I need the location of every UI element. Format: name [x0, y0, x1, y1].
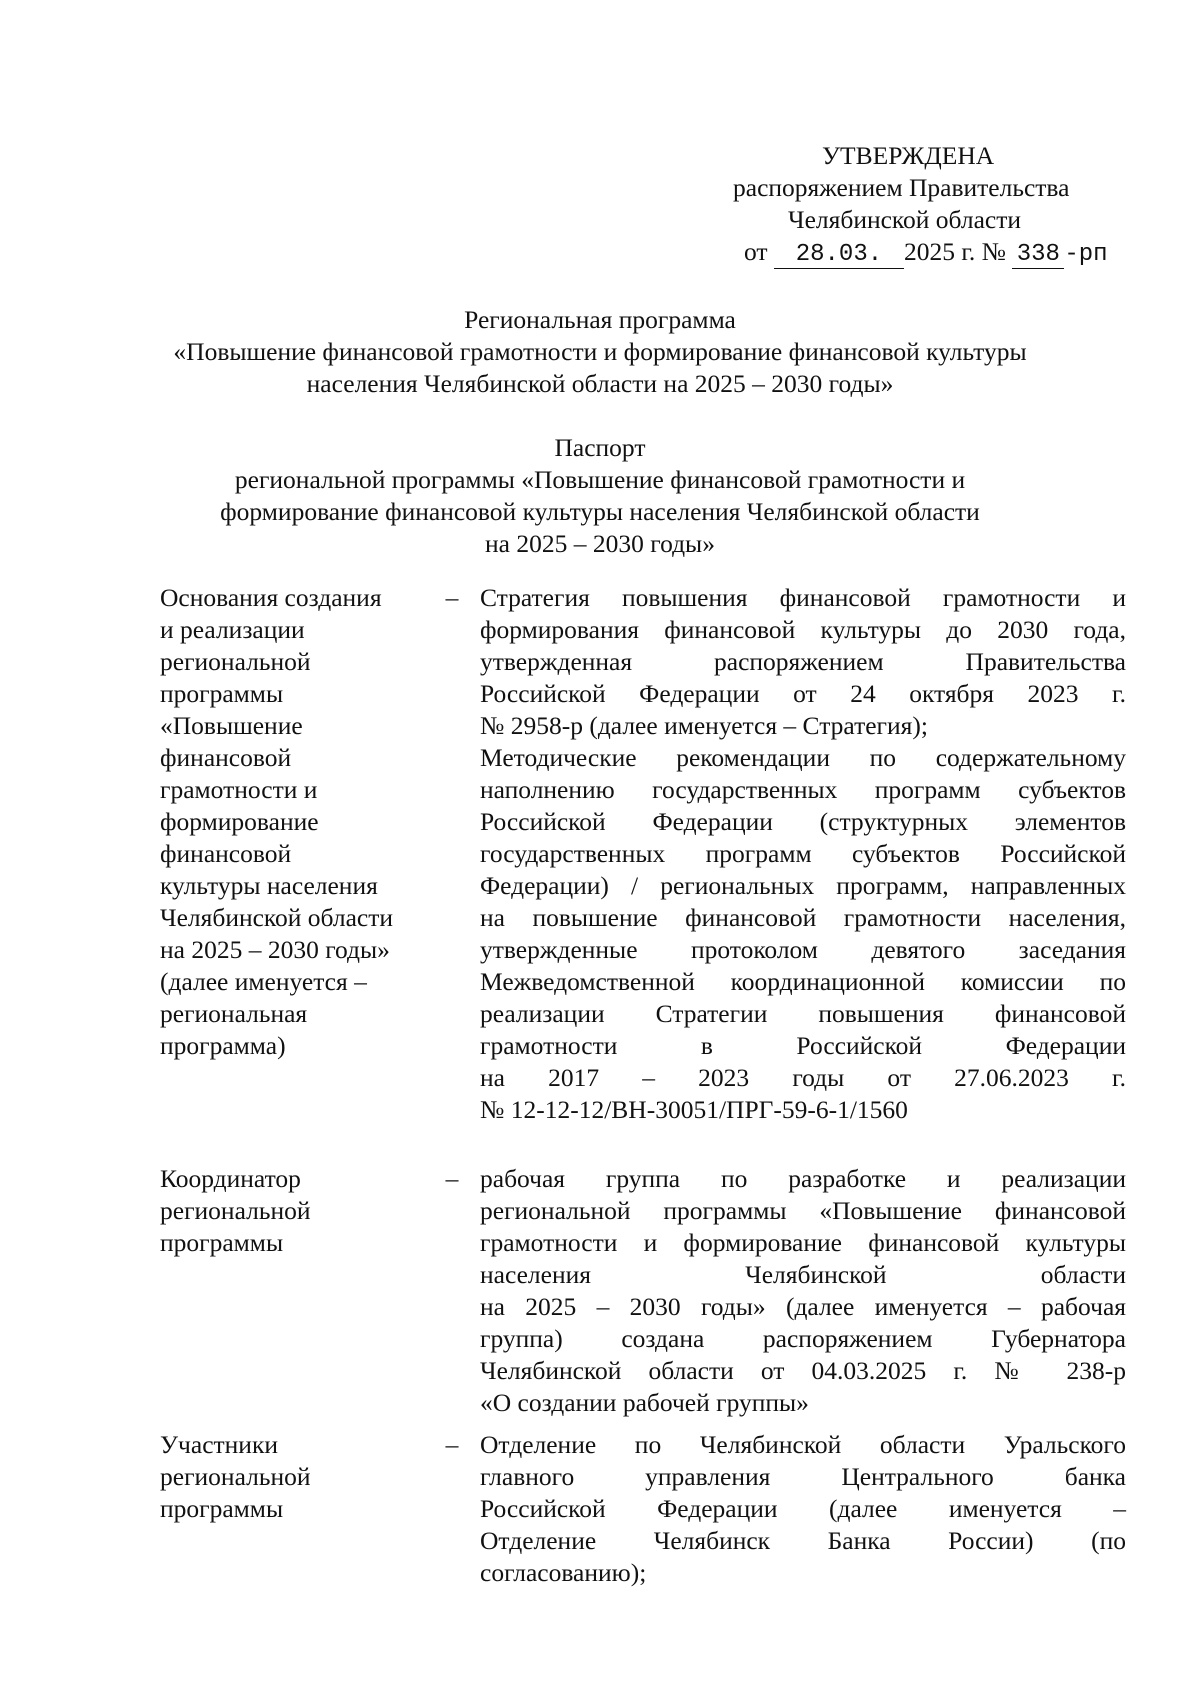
row-label [160, 1163, 425, 1259]
content-line: № 2958-р (далее именуется – Стратегия); [480, 711, 928, 740]
row-content [480, 582, 1126, 1126]
passport-title [0, 432, 1200, 560]
approval-from-prefix: от [744, 237, 768, 266]
label-line: программы [160, 1494, 284, 1523]
content-line: рабочая группа по разработке и реализации [480, 1164, 1126, 1193]
label-line: (далее именуется – [160, 967, 367, 996]
content-line: Челябинской области от 04.03.2025 г. № 238-р [480, 1356, 1126, 1385]
approval-date-value: 28.03. [795, 241, 883, 268]
label-line: региональной [160, 647, 311, 676]
label-line: на 2025 – 2030 годы» [160, 935, 390, 964]
label-line: программы [160, 1228, 284, 1257]
content-line: Российской Федерации (далее именуется – [480, 1494, 1126, 1523]
passport-title-line-2: региональной программы «Повышение финансовой грамотности и [234, 465, 966, 494]
row-dash: – [445, 583, 459, 612]
approval-line-2: Челябинской области [788, 205, 1022, 234]
content-line: реализации Стратегии повышения финансовой [480, 999, 1126, 1028]
row-content [480, 1429, 1126, 1589]
approval-number-value: 338 [1016, 241, 1060, 268]
content-line: государственных программ субъектов Российской [480, 839, 1126, 868]
passport-title-line-3: формирование финансовой культуры населения Челябинской области [220, 497, 980, 526]
approval-number-field [1012, 242, 1064, 269]
label-line: и реализации [160, 615, 305, 644]
content-line: на повышение финансовой грамотности населения, [480, 903, 1126, 932]
content-line: Российской Федерации от 24 октября 2023 г. [480, 679, 1126, 708]
label-line: грамотности и [160, 775, 318, 804]
content-line: Стратегия повышения финансовой грамотности и [480, 583, 1126, 612]
label-line: региональной [160, 1462, 311, 1491]
content-line: региональной программы «Повышение финансовой [480, 1196, 1126, 1225]
passport-title-line-4: на 2025 – 2030 годы» [485, 529, 715, 558]
label-line: Основания создания [160, 583, 382, 612]
label-line: «Повышение [160, 711, 303, 740]
approval-year-suffix: 2025 г. № [903, 237, 1006, 266]
content-line: грамотности в Российской Федерации [480, 1031, 1126, 1060]
content-line: Межведомственной координационной комиссии по [480, 967, 1126, 996]
content-line: № 12-12-12/ВН-30051/ПРГ-59-6-1/1560 [480, 1095, 908, 1124]
approval-heading: УТВЕРЖДЕНА [822, 141, 995, 170]
row-label [160, 1429, 425, 1525]
label-line: программа) [160, 1031, 286, 1060]
content-line: согласованию); [480, 1558, 647, 1587]
row-label [160, 582, 425, 1062]
content-line: «О создании рабочей группы» [480, 1388, 809, 1417]
approval-date-field [774, 242, 904, 269]
program-title [0, 304, 1200, 400]
approval-date-line [744, 236, 1108, 271]
label-line: формирование [160, 807, 319, 836]
content-line: грамотности и формирование финансовой культуры [480, 1228, 1126, 1257]
label-line: региональной [160, 1196, 311, 1225]
content-line: населения Челябинской области [480, 1260, 1126, 1289]
approval-number-suffix: -рп [1064, 241, 1108, 268]
content-line: наполнению государственных программ субъектов [480, 775, 1126, 804]
row-content [480, 1163, 1126, 1419]
label-line: финансовой [160, 743, 292, 772]
content-line: Российской Федерации (структурных элементов [480, 807, 1126, 836]
label-line: культуры населения [160, 871, 378, 900]
content-line: главного управления Центрального банка [480, 1462, 1126, 1491]
program-title-line-3: населения Челябинской области на 2025 – 2030 годы» [306, 369, 894, 398]
label-line: Челябинской области [160, 903, 394, 932]
content-line: утвержденная распоряжением Правительства [480, 647, 1126, 676]
content-line: утвержденные протоколом девятого заседания [480, 935, 1126, 964]
row-dash: – [445, 1430, 459, 1459]
approval-line-1: распоряжением Правительства [733, 173, 1070, 202]
content-line: на 2025 – 2030 годы» (далее именуется – рабочая [480, 1292, 1126, 1321]
content-line: Федерации) / региональных программ, направленных [480, 871, 1126, 900]
label-line: финансовой [160, 839, 292, 868]
label-line: Участники [160, 1430, 278, 1459]
row-dash: – [445, 1164, 459, 1193]
content-line: на 2017 – 2023 годы от 27.06.2023 г. [480, 1063, 1126, 1092]
content-line: Отделение по Челябинской области Уральского [480, 1430, 1126, 1459]
label-line: Координатор [160, 1164, 301, 1193]
content-line: Методические рекомендации по содержательному [480, 743, 1126, 772]
label-line: программы [160, 679, 284, 708]
content-line: группа) создана распоряжением Губернатора [480, 1324, 1126, 1353]
program-title-line-2: «Повышение финансовой грамотности и формирование финансовой культуры [173, 337, 1027, 366]
label-line: региональная [160, 999, 308, 1028]
content-line: Отделение Челябинск Банка России) (по [480, 1526, 1126, 1555]
program-title-line-1: Региональная программа [464, 305, 736, 334]
passport-title-line-1: Паспорт [554, 433, 646, 462]
content-line: формирования финансовой культуры до 2030 года, [480, 615, 1126, 644]
